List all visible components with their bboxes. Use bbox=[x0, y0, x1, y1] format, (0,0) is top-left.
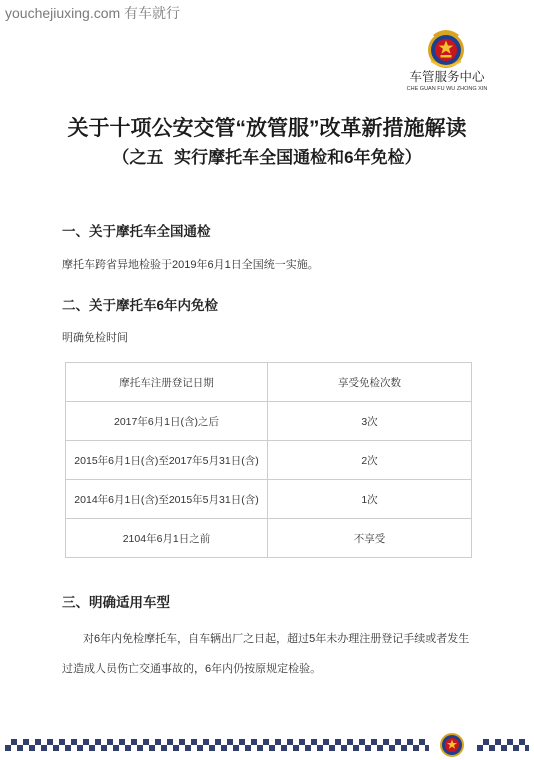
section-1-heading: 一、关于摩托车全国通检 bbox=[62, 224, 211, 239]
table-cell-date: 2017年6月1日(含)之后 bbox=[66, 402, 268, 441]
table-cell-count: 2次 bbox=[268, 441, 472, 480]
police-emblem-icon bbox=[425, 25, 467, 69]
column-header-date: 摩托车注册登记日期 bbox=[66, 363, 268, 402]
police-emblem-icon bbox=[438, 731, 466, 759]
document-title: 关于十项公安交管“放管服”改革新措施解读 bbox=[67, 117, 467, 140]
section-2-intro: 明确免检时间 bbox=[62, 332, 128, 344]
org-pinyin: CHE GUAN FU WU ZHONG XIN bbox=[406, 86, 488, 92]
table-row bbox=[66, 441, 472, 480]
table-cell-count: 1次 bbox=[268, 480, 472, 519]
site-watermark: youchejiuxing.com 有车就行 bbox=[5, 5, 181, 21]
table-row bbox=[66, 402, 472, 441]
section-3-paragraph: 对6年内免检摩托车，自车辆出厂之日起，超过5年未办理注册登记手续或者发生过造成人员伤亡交通事故的，6年内仍按原规定检验。 bbox=[62, 633, 470, 675]
table-cell-date: 2014年6月1日(含)至2015年5月31日(含) bbox=[66, 480, 268, 519]
table-cell-date: 2104年6月1日之前 bbox=[66, 519, 268, 558]
footer-pattern-band bbox=[477, 739, 529, 751]
section-1-paragraph: 摩托车跨省异地检验于2019年6月1日全国统一实施。 bbox=[62, 259, 319, 271]
table-cell-count: 3次 bbox=[268, 402, 472, 441]
table-row bbox=[66, 480, 472, 519]
column-header-count: 享受免检次数 bbox=[268, 363, 472, 402]
document-subtitle: （之五 实行摩托车全国通检和6年免检） bbox=[112, 148, 422, 167]
table-cell-date: 2015年6月1日(含)至2017年5月31日(含) bbox=[66, 441, 268, 480]
table-header-row bbox=[66, 363, 472, 402]
table-row bbox=[66, 519, 472, 558]
section-3-heading: 三、明确适用车型 bbox=[62, 595, 170, 610]
section-2-heading: 二、关于摩托车6年内免检 bbox=[62, 298, 219, 313]
exemption-table bbox=[65, 362, 472, 558]
org-name: 车管服务中心 bbox=[409, 70, 485, 84]
table-cell-count: 不享受 bbox=[268, 519, 472, 558]
footer-pattern-band bbox=[5, 739, 429, 751]
